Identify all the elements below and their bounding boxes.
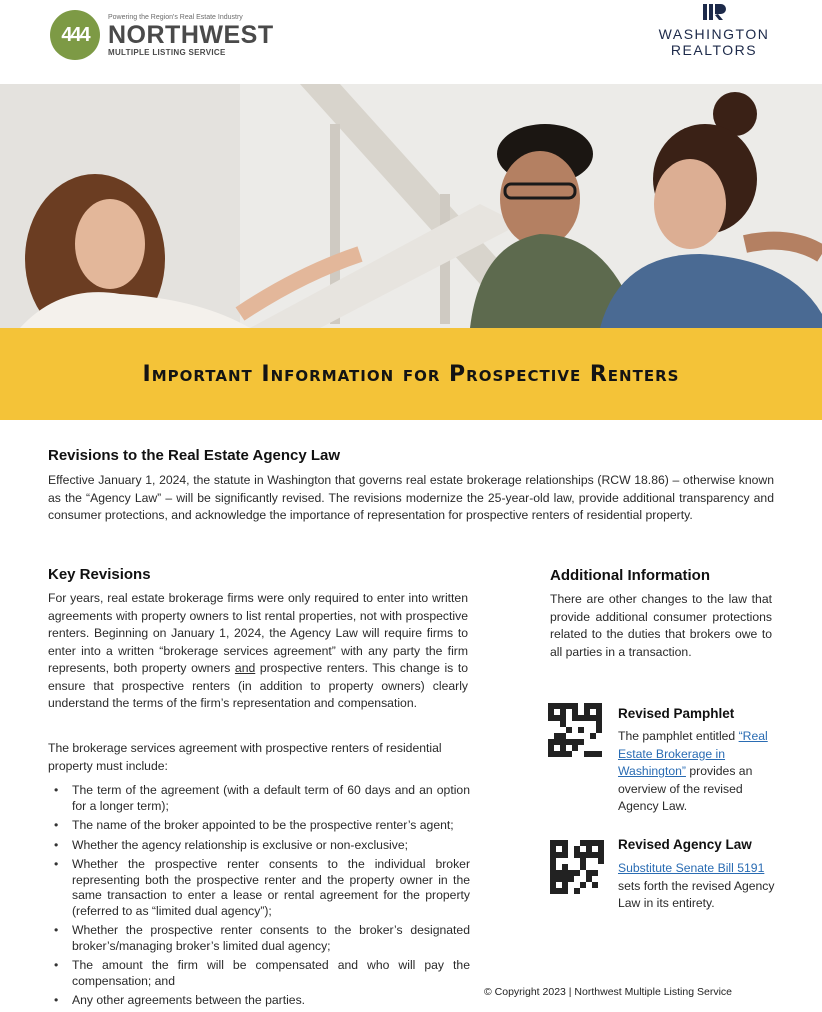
senate-bill-link[interactable]: Substitute Senate Bill 5191: [618, 861, 765, 875]
key-revisions-paragraph-1: For years, real estate brokerage firms were only required to enter into written agreements with property owners to list rental properties, not with prospective renters. Beginning on January 1, 2024, the Agency Law will require firms to enter into a written “brokerage services agreement” with any party the firm represents, both property owners and prospective renters. This change is to ensure that prospective renters (in addition to property owners) clearly understand the terms of the firm’s representation and compensation.: [48, 591, 468, 710]
nwmls-name: NORTHWEST: [108, 20, 274, 49]
agency-law-qr-code[interactable]: [550, 840, 604, 894]
pamphlet-qr-code[interactable]: [548, 703, 602, 757]
page-header: [0, 0, 822, 84]
wr-line2: REALTORS: [670, 42, 758, 58]
revised-pamphlet-heading: Revised Pamphlet: [618, 706, 735, 721]
emphasis-and: and: [234, 661, 256, 675]
additional-info-heading: Additional Information: [550, 567, 710, 584]
pamphlet-link[interactable]: “Real Estate Brokerage in Washington”: [618, 729, 768, 778]
list-item: • Whether the agency relationship is exclusive or non-exclusive;: [50, 838, 470, 854]
list-item: • The name of the broker appointed to be the prospective renter’s agent;: [50, 818, 470, 834]
revised-agency-law-heading: Revised Agency Law: [618, 837, 752, 852]
copyright-footer: © Copyright 2023 | Northwest Multiple Listing Service: [484, 986, 732, 998]
nwmls-tagline: Powering the Region's Real Estate Industry: [108, 13, 243, 21]
key-revisions-heading: Key Revisions: [48, 566, 151, 583]
title-banner: [0, 328, 822, 420]
wr-line1: WASHINGTON: [658, 26, 770, 42]
list-item: • The amount the firm will be compensated and who will pay the compensation; and: [50, 958, 470, 989]
intro-heading: Revisions to the Real Estate Agency Law: [48, 447, 341, 464]
revised-pamphlet-text: The pamphlet entitled “Real Estate Brokerage in Washington” provides an overview of the revised Agency Law.: [618, 729, 768, 813]
key-revisions-paragraph-2: The brokerage services agreement with prospective renters of residential property must include:: [48, 741, 442, 773]
list-item: • Any other agreements between the parties.: [50, 993, 470, 1009]
page-title: Important Information for Prospective Renters: [142, 361, 680, 387]
list-item: • Whether the prospective renter consents to the individual broker representing both the prospective renter and the property owner in the same transaction to enter a lease or rental agreement for the property (referred to as “limited dual agency”);: [50, 857, 470, 919]
nwmls-logo-icon: 444: [50, 10, 100, 60]
intro-paragraph: Effective January 1, 2024, the statute in Washington that governs real estate brokerage relationships (RCW 18.86) – otherwise known as the “Agency Law” – will be significantly revised. The revisions modernize the 25-year-old law, provide additional transparency and consumer protections, and acknowledge the importance of representation for prospective renters of residential property.: [48, 473, 774, 522]
washington-realtors-logo: [658, 2, 770, 58]
list-item: • The term of the agreement (with a default term of 60 days and an option for a longer term);: [50, 783, 470, 814]
nwmls-logo-block: [50, 10, 274, 60]
revised-agency-law-text: Substitute Senate Bill 5191 sets forth the revised Agency Law in its entirety.: [618, 861, 775, 910]
additional-info-paragraph: There are other changes to the law that provide additional consumer protections related to the duties that brokers owe to all parties in a transaction.: [550, 592, 772, 659]
hero-photo: [0, 84, 822, 328]
nwmls-subname: MULTIPLE LISTING SERVICE: [108, 47, 226, 57]
list-item: • Whether the prospective renter consents to the broker’s designated broker’s/managing broker’s limited dual agency;: [50, 923, 470, 954]
agreement-requirements-list: [50, 783, 470, 1012]
realtors-r-icon: [658, 2, 770, 24]
